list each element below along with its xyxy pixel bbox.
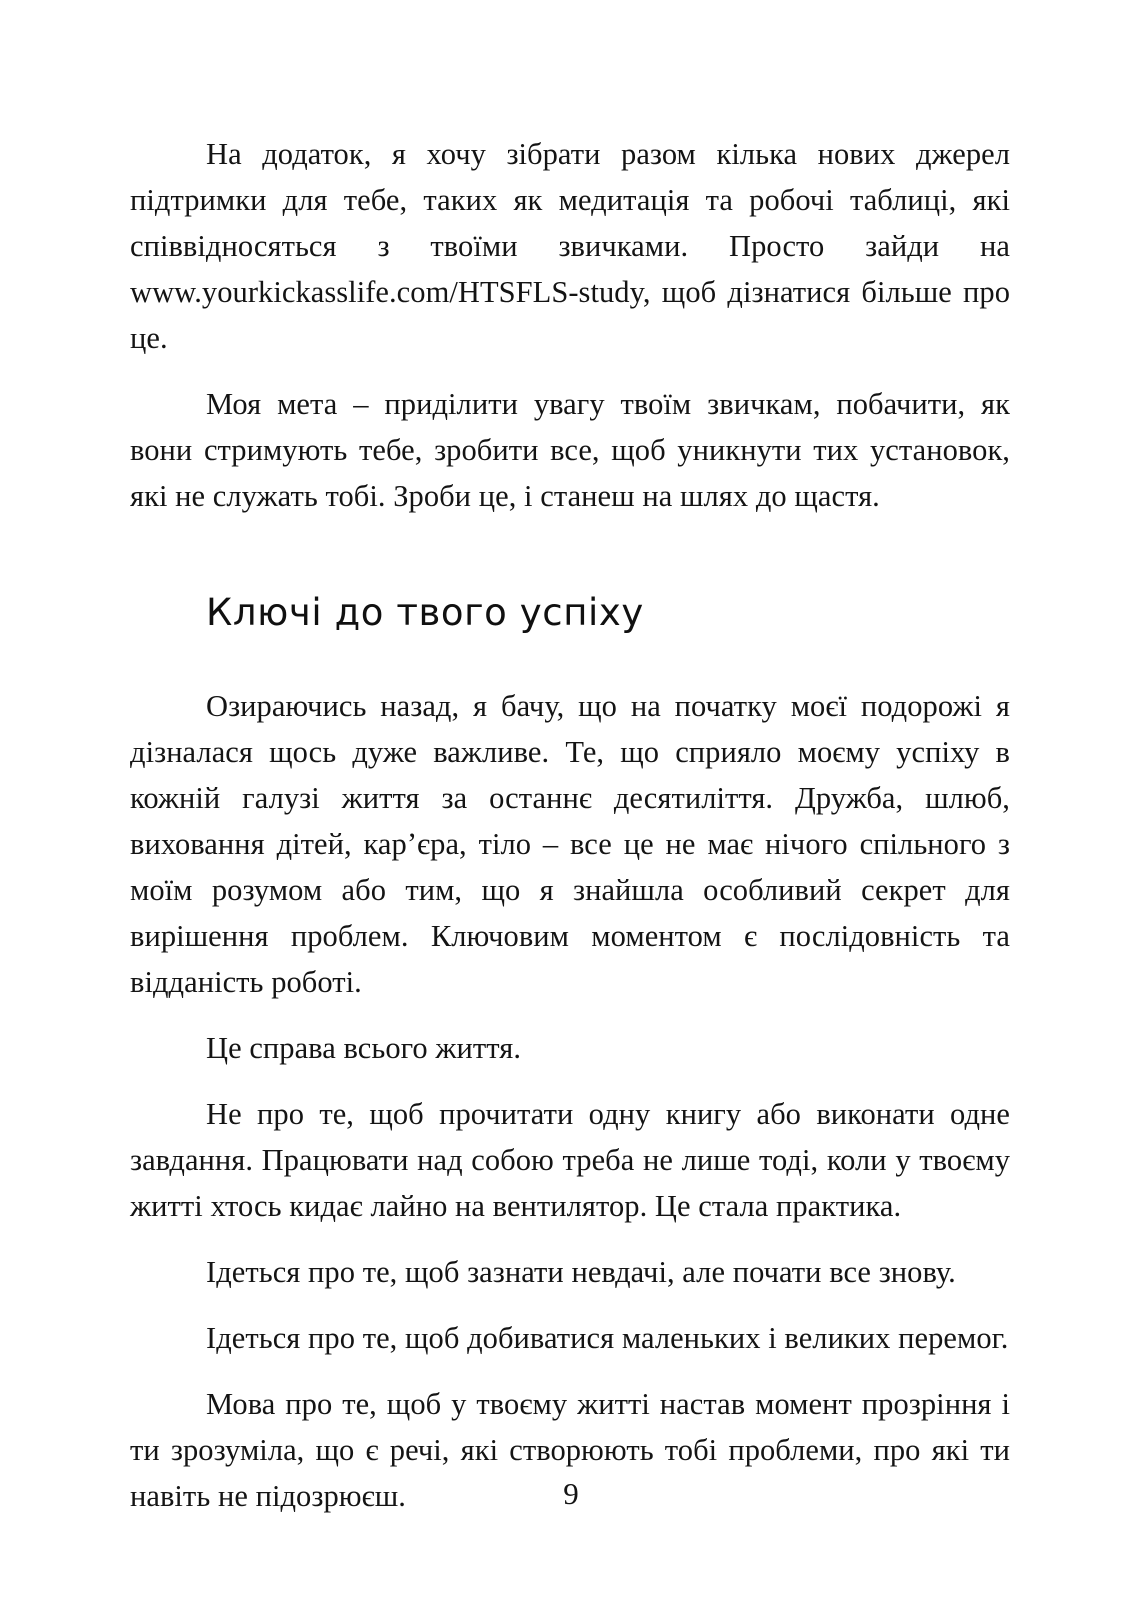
paragraph-moment-of-insight: Мова про те, щоб у твоєму житті настав момент прозріння і ти зрозуміла, що є речі, які створюють тобі проблеми, про які ти навіть не підозрюєш. [130,1387,1010,1513]
paragraph-intro-resources: На додаток, я хочу зібрати разом кілька нових джерел підтримки для тебе, таких як медитація та робочі таблиці, які співвідносяться з твоїми звичками. Просто зайди на www.yourkickasslife.com/HTSFLS-study, щоб дізнатися більше про це. [130,137,1010,355]
paragraph-not-one-book: Не про те, щоб прочитати одну книгу або виконати одне завдання. Працювати над собою треба не лише тоді, коли у твоєму житті хтось кидає лайно на вентилятор. Це стала практика. [130,1097,1010,1223]
paragraph-lifes-work: Це справа всього життя. [206,1031,521,1065]
spacer-before-heading [130,519,1010,589]
paragraph-looking-back: Озираючись назад, я бачу, що на початку моєї подорожі я дізналася щось дуже важливе. Те, що сприяло моєму успіху в кожній галузі життя за останнє десятиліття. Дружба, шлюб, виховання дітей, карʼєра, тіло – все це не має нічого спільного з моїм розумом або тим, що я знайшла особливий секрет для вирішення проблем. Ключовим моментом є послідовність та відданість роботі. [130,689,1010,999]
section-heading-keys-to-success: Ключі до твого успіху [206,591,644,634]
paragraph-my-goal: Моя мета – приділити увагу твоїм звичкам, побачити, як вони стримують тебе, зробити все, щоб уникнути тих установок, які не служать тобі. Зроби це, і станеш на шлях до щастя. [130,387,1010,513]
page-text-block [130,131,1010,1519]
paragraph-small-big-wins: Ідеться про те, щоб добиватися маленьких і великих перемог. [206,1321,1009,1355]
spacer-after-heading [130,637,1010,683]
paragraph-failing-starting-over: Ідеться про те, щоб зазнати невдачі, але почати все знову. [206,1255,956,1289]
page-number: 9 [563,1476,579,1511]
